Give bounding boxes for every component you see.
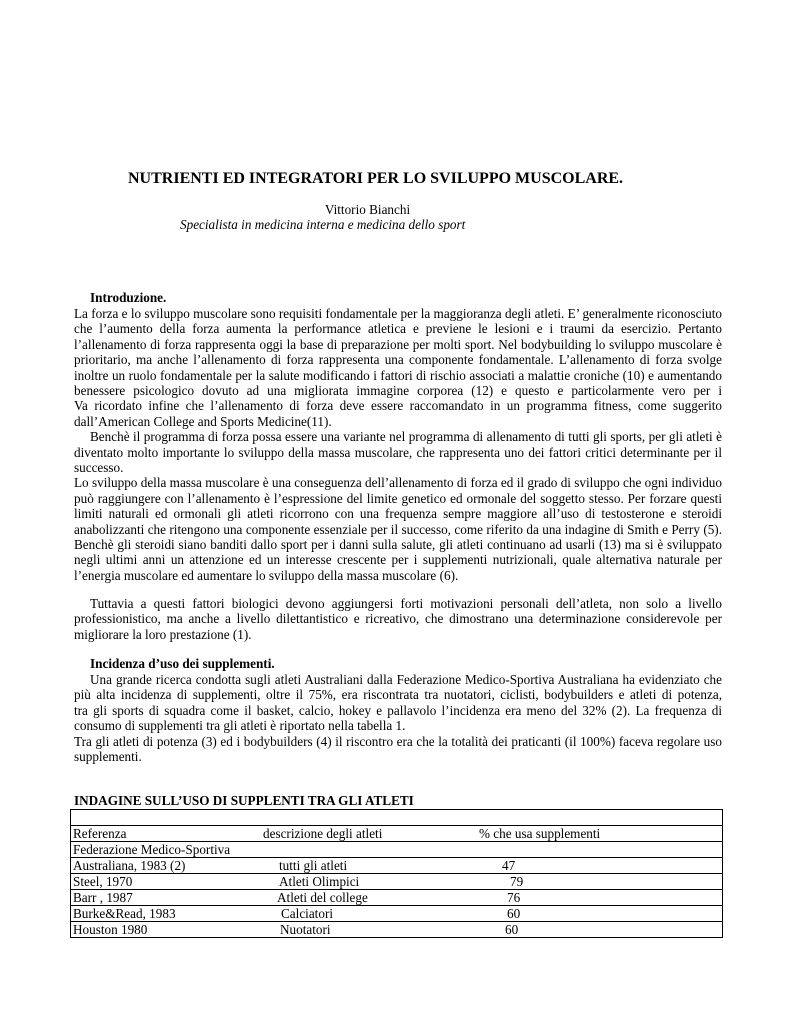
table-row [71,874,722,890]
paragraph-line: l’energia muscolare ed aumentare lo sviluppo della massa muscolare (6). [74,567,459,583]
paragraph-line: Benchè il programma di forza possa essere una variante nel programma di allenamento di tutti gli sports, per gli atleti è [90,429,722,445]
paragraph-line: consumo di supplementi tra gli atleti è riportato nella tabella 1. [74,718,406,734]
reference-cell: Houston 1980 [73,922,148,937]
paragraph-line: supplementi. [74,749,142,764]
paragraph-line: tra gli sports di squadra come il basket, calcio, hokey e pallavolo l’incidenza era meno del 32% (2). La frequenza di [74,702,722,718]
paragraph-line: La forza e lo sviluppo muscolare sono requisiti fondamentale per la maggioranza degli atleti. E’ generalmente riconosciuto [74,306,722,321]
reference-cell: Australiana, 1983 (2) [73,858,186,873]
paragraph-line: limiti naturali ed ormonali gli atleti ricorrono con una frequenza sempre maggiore all’uso di testosterone e steroidi [74,506,722,522]
paragraph-line: Lo sviluppo della massa muscolare è una conseguenza dell’allenamento di forza ed il grado di sviluppo che ogni individuo [74,475,722,491]
paragraph-line: più alta incidenza di supplementi, oltre il 75%, era riscontrata tra nuotatori, ciclisti, bodybuilders e atleti di potenza, [74,687,722,703]
percentage-cell: 47 [502,858,516,873]
paragraph-line: professionistico, ma anche a livello dilettantistico e ricreativo, che dimostrano una determinazione considerevole per [74,611,722,627]
paragraph-line: prioritario, ma anche l’allenamento di forza rappresenta una componente fondamentale. L’allenamento di forza svolge [74,352,722,368]
paragraph-line: Tuttavia a questi fattori biologici devono aggiungersi forti motivazioni personali dell’atleta, non solo a livello [90,596,722,611]
author-name: Vittorio Bianchi [324,202,411,217]
percentage-cell: % che usa supplementi [479,826,601,841]
table-row [71,890,722,906]
table-empty-row [71,810,722,826]
paragraph-line: benessere psicologico dovuto ad una migliorata immagine corporea (12) e questo e particolarmente vero per i [74,383,722,398]
author-affiliation: Specialista in medicina interna e medicina dello sport [180,217,466,232]
paragraph-line: Benchè gli steroidi siano banditi dallo sport per i danni sulla salute, gli atleti continuano ad usarli (13) ma si è sviluppato [74,537,722,552]
paragraph-line: Una grande ricerca condotta sugli atleti Australiani dalla Federazione Medico-Sportiva Australiana ha evidenziato che [90,672,722,687]
description-cell: tutti gli atleti [279,858,348,873]
paragraph-line: dall’American College and Sports Medicine(11). [74,413,332,429]
description-cell: Calciatori [281,906,333,921]
paragraph-line: successo. [74,460,124,475]
section-heading: Introduzione. [90,290,167,305]
paragraph-line: può raggiungere con l’allenamento è l’espressione del limite genetico ed ormonale del soggetto stesso. Per forzare questi [74,490,722,506]
percentage-cell: 76 [507,890,521,905]
percentage-cell: 60 [505,922,519,937]
description-cell: Atleti Olimpici [279,874,360,889]
reference-cell: Steel, 1970 [73,874,133,889]
table-row [71,922,722,937]
description-cell: Atleti del college [277,890,368,905]
table-row [71,906,722,922]
paragraph-line: anabolizzanti che ritengono una componente essenziale per il successo, come riferito da una indagine di Smith e Perry (5). [74,521,722,537]
paragraph-line: Va ricordato infine che l’allenamento di forza deve essere raccomandato in un programma fitness, come suggerito [74,398,722,414]
description-cell: descrizione degli atleti [263,826,383,841]
paragraph-line: diventato molto importante lo sviluppo della massa muscolare, che rappresenta uno dei fattori critici determinante per il [74,444,722,460]
table-title: INDAGINE SULL’USO DI SUPPLENTI TRA GLI ATLETI [74,793,414,808]
paragraph-line: inoltre un ruolo fondamentale per la salute modificando i fattori di rischio associati a malattie croniche (10) e aumentando [74,367,722,383]
paragraph-line: Tra gli atleti di potenza (3) ed i bodybuilders (4) il riscontro era che la totalità dei praticanti (il 100%) faceva regolare uso [74,733,722,749]
description-cell: Nuotatori [280,922,331,937]
reference-cell: Federazione Medico-Sportiva [73,842,231,857]
table-row [71,858,722,874]
percentage-cell: 60 [507,906,521,921]
percentage-cell: 79 [510,874,524,889]
table-row [71,842,722,858]
paragraph-line: negli ultimi anni un attenzione ed un interesse crescente per i supplementi nutrizionali, quale alternativa naturale per [74,552,722,568]
paragraph-line: che l’aumento della forza aumenta la performance atletica e previene le lesioni e i traumi da esercizio. Pertanto [74,321,722,337]
reference-cell: Referenza [73,826,127,841]
paragraph-line: l’allenamento di forza rappresenta oggi la base di preparazione per molti sport. Nel bodybuilding lo sviluppo muscolare è [74,336,722,352]
reference-cell: Barr , 1987 [73,890,133,905]
section-heading: Incidenza d’uso dei supplementi. [90,656,275,671]
document-title: NUTRIENTI ED INTEGRATORI PER LO SVILUPPO MUSCOLARE. [128,170,624,187]
table-header-row [71,826,722,842]
supplement-usage-table [70,809,723,938]
paragraph-line: migliorare la loro prestazione (1). [74,626,252,642]
reference-cell: Burke&Read, 1983 [73,906,176,921]
